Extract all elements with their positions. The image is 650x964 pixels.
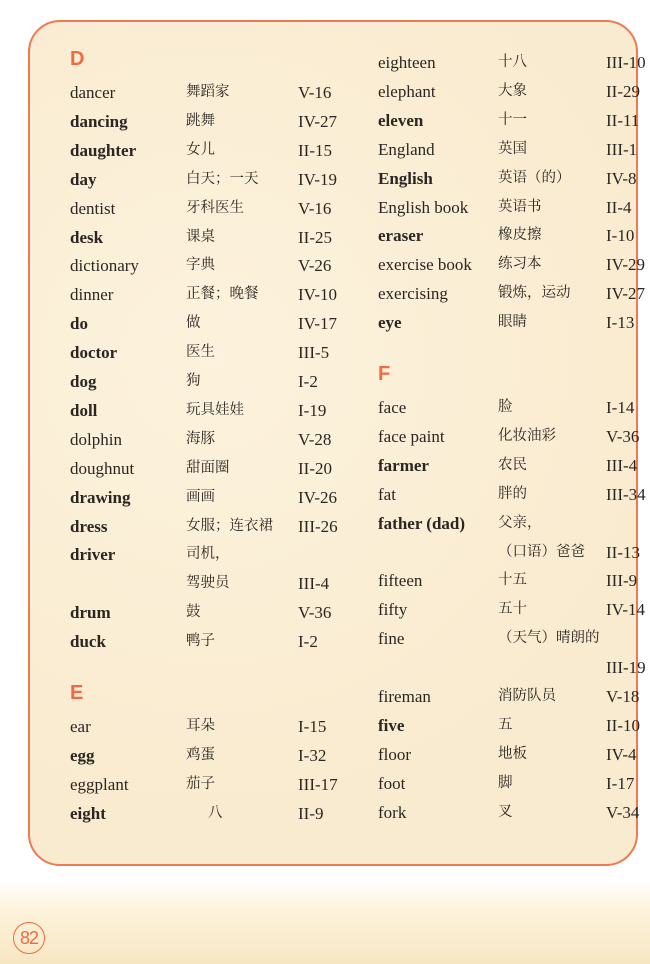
glossary-entry (70, 483, 360, 512)
entry-chinese: 地板 (498, 745, 527, 762)
entry-chinese: 八 (208, 804, 223, 821)
glossary-entry (378, 393, 650, 422)
entry-english: desk (70, 227, 104, 247)
entry-reference: I-17 (606, 773, 635, 793)
entry-english: driver (70, 545, 116, 565)
entry-reference: IV-10 (298, 285, 338, 305)
glossary-entry (70, 194, 360, 223)
entry-english: eggplant (70, 774, 129, 794)
entry-english: fifty (378, 600, 408, 620)
entry-reference: III-4 (298, 574, 330, 594)
entry-chinese: 做 (186, 315, 201, 332)
entry-english: eighteen (378, 53, 436, 72)
entry-english: eight (70, 803, 106, 823)
glossary-entry (378, 48, 650, 77)
entry-reference: V-18 (606, 687, 640, 706)
entry-reference: V-36 (298, 603, 332, 623)
entry-english: dog (70, 372, 97, 391)
glossary-entry (70, 770, 360, 799)
entry-chinese: 胖的 (498, 485, 527, 502)
glossary-entry (70, 598, 360, 627)
entry-english: drum (70, 603, 111, 623)
glossary-entry (70, 367, 360, 396)
glossary-entry (378, 193, 650, 222)
entry-reference: III-10 (606, 53, 646, 72)
glossary-entry (378, 740, 650, 769)
glossary-entry (378, 538, 650, 567)
glossary-entry (70, 454, 360, 483)
glossary-entry (70, 280, 360, 309)
entry-chinese: 十八 (498, 54, 527, 70)
entry-reference: V-26 (298, 256, 332, 276)
entry-reference: I-14 (606, 398, 635, 417)
glossary-entry (70, 309, 360, 338)
entry-english: farmer (378, 455, 429, 475)
entry-reference: V-34 (606, 802, 640, 822)
entry-chinese: 医生 (186, 344, 215, 361)
glossary-entry (378, 509, 650, 538)
entry-reference: IV-29 (606, 255, 646, 275)
entry-reference: IV-19 (298, 169, 338, 189)
glossary-entry (70, 223, 360, 252)
glossary-entry (70, 425, 360, 454)
entry-chinese: 跳舞 (186, 112, 215, 129)
glossary-entry (378, 250, 650, 279)
entry-english: eye (378, 313, 402, 333)
glossary-entry (70, 338, 360, 367)
glossary-entry (70, 712, 360, 741)
glossary-entry (378, 769, 650, 798)
glossary-entry (378, 135, 650, 164)
glossary-entry (70, 540, 360, 569)
entry-chinese: 甜面圈 (186, 459, 230, 476)
section-letter-e: E (70, 682, 84, 704)
entry-chinese: 耳朵 (186, 718, 215, 734)
glossary-entry (378, 77, 650, 106)
entry-chinese: 十五 (498, 572, 527, 589)
entry-reference: II-15 (298, 140, 332, 160)
entry-english: doll (70, 400, 98, 420)
entry-reference: V-28 (298, 429, 332, 449)
entry-english: dinner (70, 285, 114, 305)
entry-chinese: 驾驶员 (186, 575, 230, 592)
entry-chinese: 司机， (186, 546, 230, 563)
glossary-entry (378, 566, 650, 595)
entry-english: fork (378, 802, 407, 822)
entry-english: dress (70, 516, 108, 536)
glossary-entry (378, 624, 650, 653)
entry-chinese: 鼓 (186, 604, 201, 621)
entry-reference: III-17 (298, 774, 338, 794)
glossary-card (28, 20, 646, 866)
entry-reference: II-4 (606, 197, 632, 217)
entry-chinese: 白天；一天 (186, 170, 259, 187)
entry-reference: III-5 (298, 343, 330, 363)
entry-reference: II-29 (606, 81, 640, 101)
entry-english: dancer (70, 83, 116, 102)
entry-chinese: 茄子 (186, 775, 215, 792)
glossary-entry (70, 512, 360, 541)
entry-reference: II-10 (606, 715, 640, 735)
entry-chinese: 画画 (186, 488, 215, 505)
entry-chinese: 父亲， (498, 514, 542, 531)
entry-chinese: 练习本 (498, 256, 542, 273)
entry-reference: I-32 (298, 745, 327, 765)
entry-reference: V-36 (606, 426, 640, 446)
entry-english: daughter (70, 140, 137, 160)
glossary-entry (70, 627, 360, 656)
entry-chinese: 化妆油彩 (498, 427, 556, 444)
entry-chinese: （口语）爸爸 (498, 543, 585, 560)
entry-reference: V-16 (298, 83, 332, 102)
entry-reference: III-4 (606, 455, 638, 475)
entry-reference: IV-8 (606, 168, 637, 188)
entry-chinese: 眼睛 (498, 314, 527, 331)
entry-reference: IV-14 (606, 600, 646, 620)
entry-english: dolphin (70, 429, 122, 449)
entry-chinese: 五 (498, 716, 513, 733)
entry-english: five (378, 715, 405, 735)
entry-chinese: 锻炼，运动 (498, 285, 571, 302)
glossary-entry (378, 480, 650, 509)
glossary-entry (378, 308, 650, 337)
glossary-entry (378, 221, 650, 250)
entry-reference: I-10 (606, 226, 635, 246)
entry-english: father (dad) (378, 513, 466, 533)
glossary-entry (378, 798, 650, 827)
entry-chinese: 女儿 (186, 141, 215, 158)
glossary-entry (70, 799, 360, 828)
entry-english: England (378, 139, 435, 159)
glossary-entry (70, 251, 360, 280)
entry-chinese: 大象 (498, 82, 527, 99)
entry-chinese: 牙科医生 (186, 199, 244, 216)
entry-english: drawing (70, 487, 131, 507)
glossary-entry (70, 741, 360, 770)
entry-english: elephant (378, 81, 436, 101)
entry-reference: II-11 (606, 110, 640, 130)
entry-chinese: 农民 (498, 456, 527, 473)
entry-english: fine (378, 629, 405, 649)
entry-english: ear (70, 717, 91, 736)
glossary-entry (378, 682, 650, 711)
entry-chinese: 玩具娃娃 (186, 401, 244, 418)
entry-chinese: 英语书 (498, 198, 542, 215)
glossary-entry (378, 451, 650, 480)
entry-chinese: 叉 (498, 803, 513, 820)
entry-chinese: 橡皮擦 (498, 227, 542, 244)
entry-english: eleven (378, 110, 424, 130)
entry-english: exercise book (378, 255, 472, 275)
entry-reference: III-19 (606, 658, 646, 678)
entry-reference: II-9 (298, 803, 324, 823)
entry-reference: III-9 (606, 571, 638, 591)
entry-chinese: 脸 (498, 399, 513, 415)
entry-english: fat (378, 484, 396, 504)
entry-reference: II-20 (298, 458, 332, 478)
entry-reference: IV-4 (606, 744, 637, 764)
entry-english: floor (378, 744, 412, 764)
entry-chinese: 英语（的） (498, 169, 571, 186)
entry-english: eraser (378, 226, 424, 246)
entry-reference: III-1 (606, 139, 638, 159)
entry-reference: I-2 (298, 372, 318, 391)
entry-english: fireman (378, 687, 431, 706)
entry-chinese: 消防队员 (498, 688, 556, 704)
entry-english: face (378, 398, 407, 417)
glossary-entry (70, 107, 360, 136)
glossary-entry (70, 165, 360, 194)
entry-english: doctor (70, 343, 118, 363)
entry-english: do (70, 314, 88, 334)
glossary-entry (378, 279, 650, 308)
entry-chinese: 鸭子 (186, 633, 215, 650)
entry-reference: III-26 (298, 516, 338, 536)
entry-chinese: 海豚 (186, 430, 215, 447)
entry-reference: I-13 (606, 313, 635, 333)
entry-reference: III-34 (606, 484, 646, 504)
glossary-entry (70, 136, 360, 165)
entry-english: duck (70, 632, 106, 652)
entry-chinese: 脚 (498, 774, 513, 791)
entry-chinese: 十一 (498, 111, 527, 128)
entry-english: dentist (70, 198, 116, 218)
entry-reference: IV-27 (606, 284, 646, 304)
entry-english: foot (378, 773, 406, 793)
entry-english: face paint (378, 426, 445, 446)
glossary-entry (378, 422, 650, 451)
page-bottom-band (0, 880, 650, 964)
entry-reference: II-25 (298, 227, 332, 247)
entry-chinese: 鸡蛋 (186, 746, 215, 763)
entry-english: dictionary (70, 256, 139, 276)
entry-english: day (70, 169, 97, 189)
glossary-entry (378, 164, 650, 193)
entry-chinese: 英国 (498, 140, 527, 157)
entry-reference: I-19 (298, 400, 327, 420)
entry-reference: I-15 (298, 717, 327, 736)
glossary-entry (70, 569, 360, 598)
entry-chinese: 字典 (186, 257, 215, 274)
entry-chinese: （天气）晴朗的 (498, 630, 600, 647)
entry-chinese: 女服；连衣裙 (186, 517, 273, 534)
glossary-entry (378, 711, 650, 740)
entry-english: English book (378, 197, 469, 217)
glossary-entry (70, 78, 360, 107)
entry-reference: I-2 (298, 632, 318, 652)
entry-english: exercising (378, 284, 448, 304)
entry-chinese: 五十 (498, 601, 527, 618)
section-letter-d: D (70, 48, 85, 70)
entry-reference: IV-17 (298, 314, 338, 334)
entry-reference: IV-26 (298, 487, 338, 507)
entry-chinese: 舞蹈家 (186, 84, 230, 100)
glossary-entry (378, 106, 650, 135)
glossary-entry (378, 653, 650, 682)
entry-reference: IV-27 (298, 111, 338, 131)
glossary-entry (378, 595, 650, 624)
entry-english: egg (70, 745, 95, 765)
entry-chinese: 课桌 (186, 228, 215, 245)
entry-chinese: 正餐；晚餐 (186, 286, 259, 303)
entry-english: fifteen (378, 571, 423, 591)
entry-english: English (378, 168, 433, 188)
page-number-badge: 82 (13, 922, 45, 954)
section-letter-f: F (378, 363, 391, 385)
entry-english: dancing (70, 111, 128, 131)
entry-english: doughnut (70, 458, 135, 478)
glossary-entry (70, 396, 360, 425)
entry-reference: V-16 (298, 198, 332, 218)
entry-reference: II-13 (606, 542, 640, 562)
entry-chinese: 狗 (186, 373, 201, 389)
